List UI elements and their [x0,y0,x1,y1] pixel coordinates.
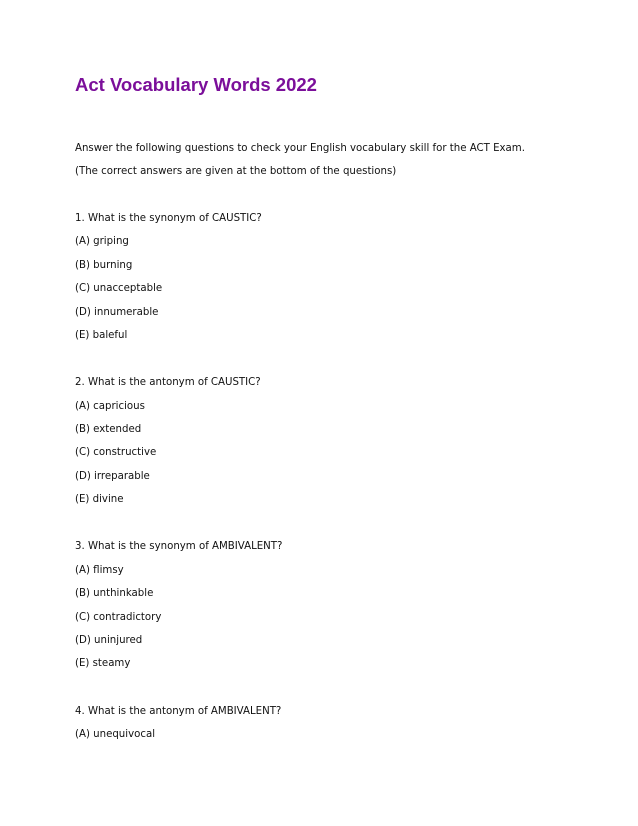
question-option: (E) steamy [75,658,131,669]
question-option: (B) unthinkable [75,588,154,599]
question-option: (E) baleful [75,330,128,341]
question-option: (B) burning [75,260,133,271]
intro-line: Answer the following questions to check your English vocabulary skill for the ACT Exam. [75,143,525,154]
question-option: (D) irreparable [75,471,150,482]
question-option: (A) griping [75,236,129,247]
question-option: (C) constructive [75,447,157,458]
question-option: (D) innumerable [75,307,159,318]
question-option: (A) capricious [75,401,145,412]
question-prompt: 2. What is the antonym of CAUSTIC? [75,377,261,388]
question-prompt: 1. What is the synonym of CAUSTIC? [75,213,262,224]
question-option: (A) flimsy [75,565,124,576]
document-title: Act Vocabulary Words 2022 [75,74,317,95]
question-option: (A) unequivocal [75,729,156,740]
question-prompt: 3. What is the synonym of AMBIVALENT? [75,541,283,552]
question-option: (E) divine [75,494,124,505]
question-option: (C) unacceptable [75,283,163,294]
question-option: (B) extended [75,424,142,435]
intro-line: (The correct answers are given at the bottom of the questions) [75,166,397,177]
question-option: (C) contradictory [75,612,162,623]
question-prompt: 4. What is the antonym of AMBIVALENT? [75,706,282,717]
question-option: (D) uninjured [75,635,143,646]
